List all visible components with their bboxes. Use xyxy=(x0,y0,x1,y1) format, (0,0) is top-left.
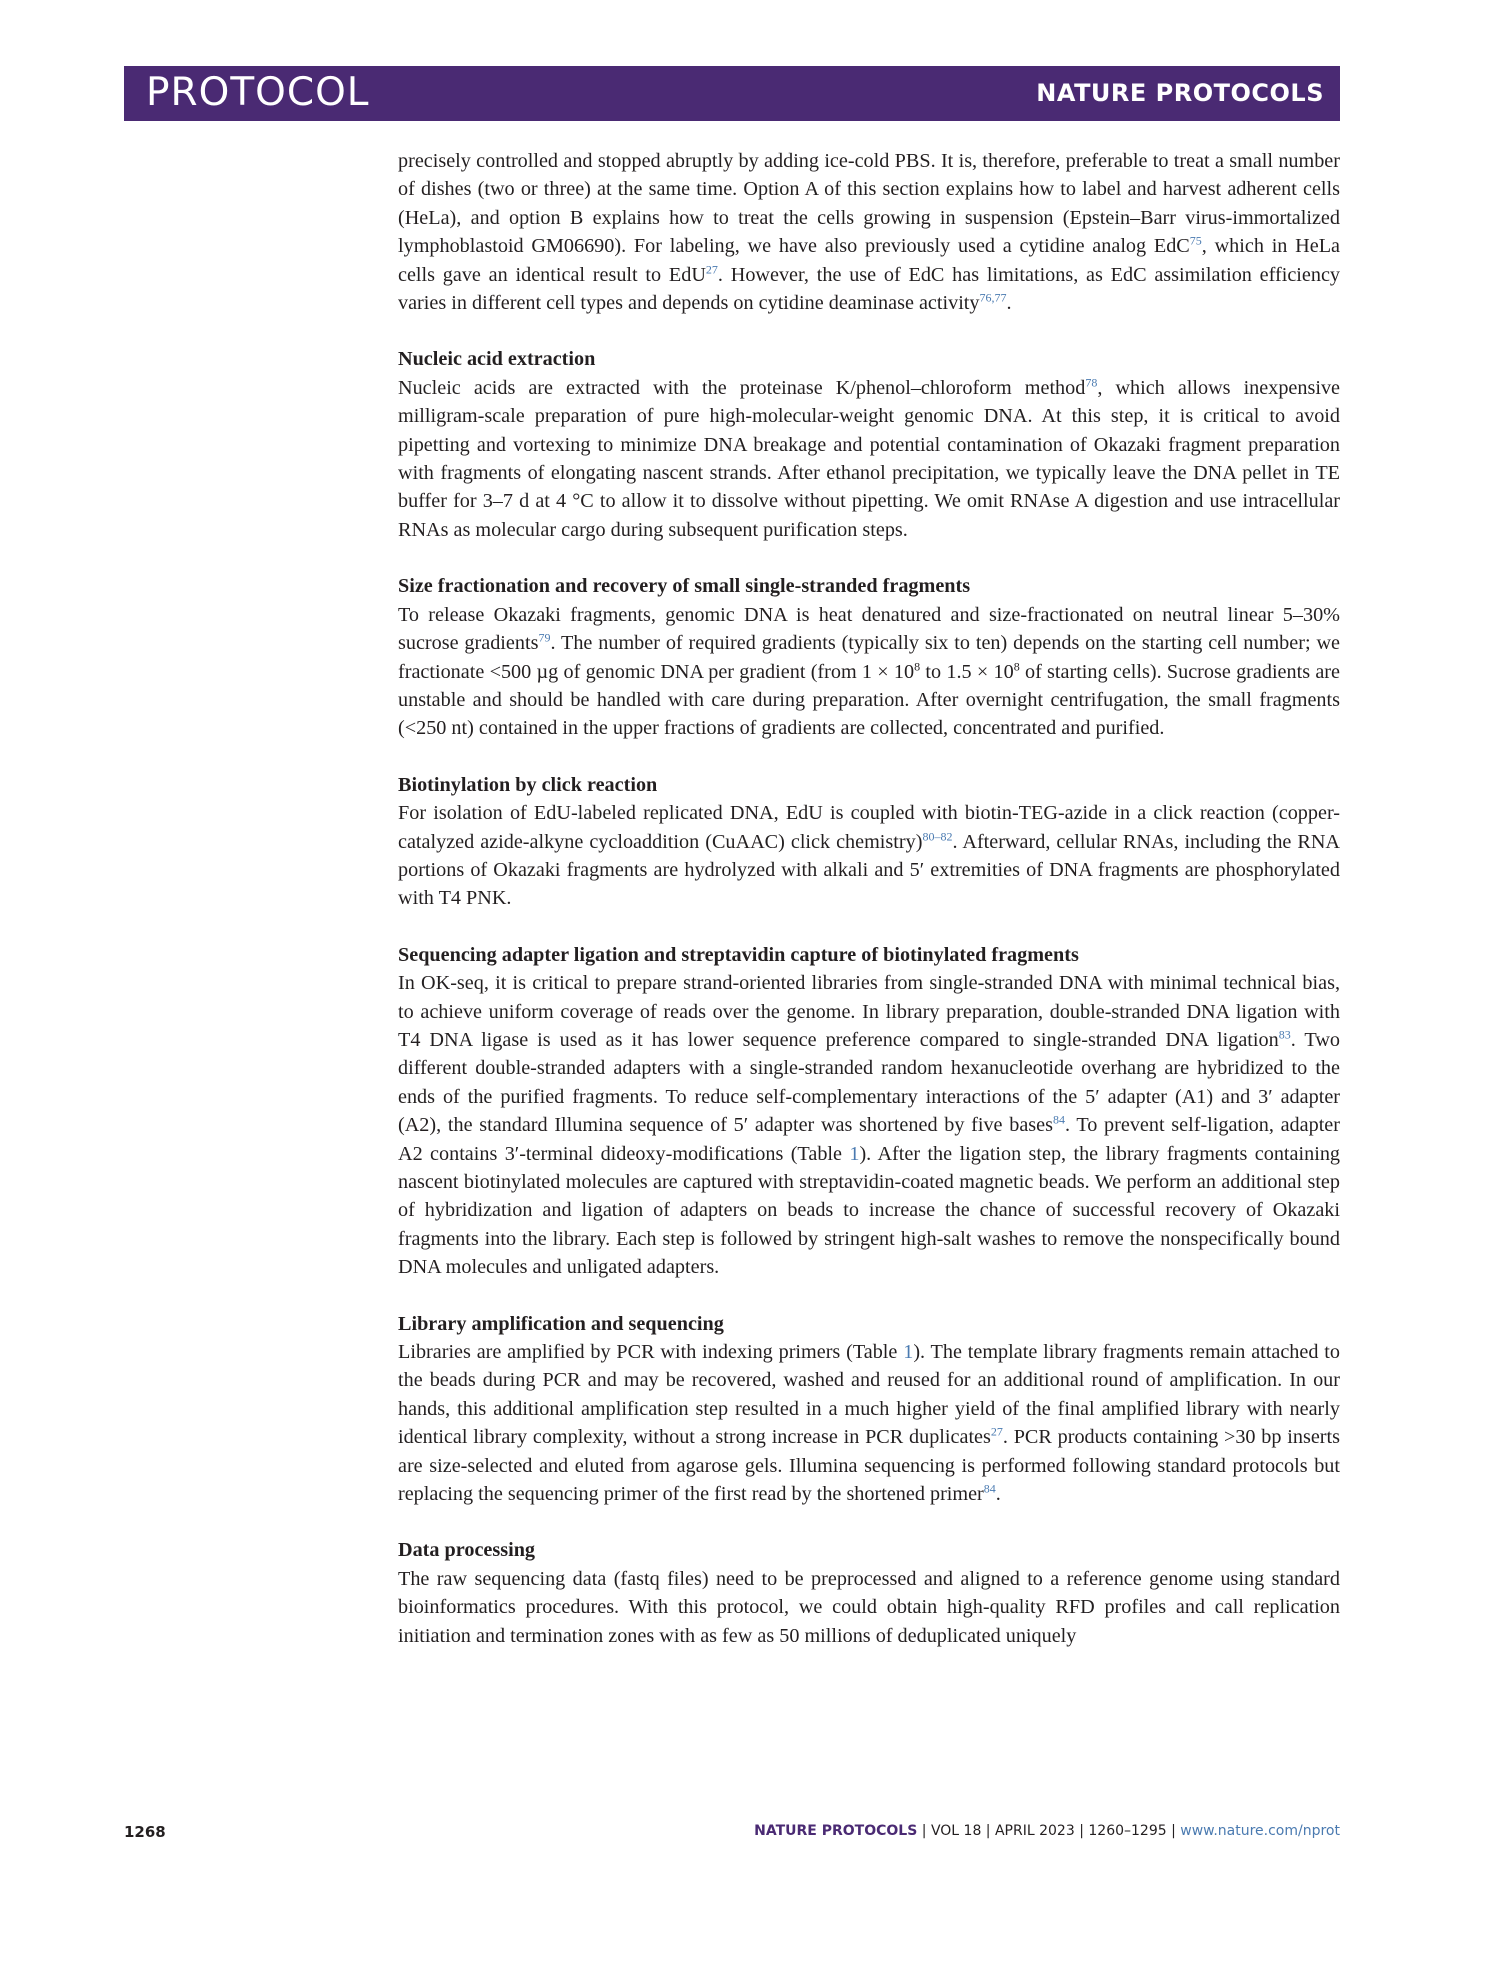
text-run: . To prevent self-ligation, adapter A2 contains 3′-terminal dideoxy-modifications (Table xyxy=(398,1114,1340,1165)
text-run: The raw sequencing data (fastq files) need to be preprocessed and aligned to a reference genome using standard bioinformatics procedures. With this protocol, we could obtain high-quality RFD profiles and call replication initiation and termination zones with as few as 50 millions of deduplicated uniquely xyxy=(398,1567,1340,1647)
section-size-fractionation xyxy=(398,572,1340,742)
article-body xyxy=(398,147,1340,1650)
text-run: . xyxy=(1006,292,1012,315)
section-adapter-ligation xyxy=(398,941,1340,1282)
journal-name: NATURE PROTOCOLS xyxy=(1036,79,1324,107)
footer-separator: | xyxy=(1166,1823,1181,1839)
text-run: ). The template library fragments remain attached to the beads during PCR and may be recovered, washed and reused for an additional round of amplification. In our hands, this additional amplification step resulted in a much higher yield of the final amplified library with nearly identical library complexity, without a strong increase in PCR duplicates xyxy=(398,1341,1340,1449)
section-nucleic-acid-extraction xyxy=(398,345,1340,544)
footer-volume: VOL 18 xyxy=(930,1823,982,1839)
citation-link[interactable]: 80–82 xyxy=(922,828,953,843)
citation-link[interactable]: 84 xyxy=(1052,1112,1065,1127)
footer-date: APRIL 2023 xyxy=(994,1823,1075,1839)
text-run: For isolation of EdU-labeled replicated DNA, EdU is coupled with biotin-TEG-azide in a click reaction (copper-catalyzed azide-alkyne cycloaddition (CuAAC) click chemistry) xyxy=(398,802,1340,853)
citation-link[interactable]: 78 xyxy=(1085,375,1098,390)
text-run: ). After the ligation step, the library fragments containing nascent biotinylated molecules are captured with streptavidin-coated magnetic beads. We perform an additional step of hybridization and ligation of adapters on beads to increase the chance of successful recovery of Okazaki fragments into the library. Each step is followed by stringent high-salt washes to remove the nonspecifically bound DNA molecules and unligated adapters. xyxy=(398,1142,1341,1279)
citation-link[interactable]: 83 xyxy=(1278,1027,1291,1042)
section-paragraph xyxy=(398,1338,1340,1508)
text-run: Nucleic acids are extracted with the proteinase K/phenol–chloroform method xyxy=(398,376,1086,399)
text-run: , which allows inexpensive milligram-scale preparation of pure high-molecular-weight genomic DNA. At this step, it is critical to avoid pipetting and vortexing to minimize DNA breakage and potential contamination of Okazaki fragment preparation with fragments of elongating nascent strands. After ethanol precipitation, we typically leave the DNA pellet in TE buffer for 3–7 d at 4 °C to allow it to dissolve without pipetting. We omit RNAse A digestion and use intracellular RNAs as molecular cargo during subsequent purification steps. xyxy=(398,376,1340,541)
section-heading: Biotinylation by click reaction xyxy=(398,773,658,796)
exponent: 8 xyxy=(914,658,921,673)
section-data-processing xyxy=(398,1536,1340,1650)
footer-pages: 1260–1295 xyxy=(1088,1823,1167,1839)
footer-citation xyxy=(754,1823,1340,1839)
section-heading: Size fractionation and recovery of small single-stranded fragments xyxy=(398,575,971,598)
text-run: . xyxy=(995,1483,1001,1506)
citation-link[interactable]: 27 xyxy=(705,261,718,276)
section-library-amplification xyxy=(398,1310,1340,1509)
section-heading: Nucleic acid extraction xyxy=(398,348,596,371)
section-heading: Sequencing adapter ligation and streptavidin capture of biotinylated fragments xyxy=(398,943,1079,966)
footer-journal: NATURE PROTOCOLS xyxy=(754,1823,918,1839)
exponent: 8 xyxy=(1013,658,1020,673)
text-run: of starting cells). Sucrose gradients are unstable and should be handled with care during preparation. After overnight centrifugation, the small fragments (<250 nt) contained in the upper fractions of gradients are collected, concentrated and purified. xyxy=(398,660,1340,740)
text-run: To release Okazaki fragments, genomic DNA is heat denatured and size-fractionated on neutral linear 5–30% sucrose gradients xyxy=(398,603,1340,655)
section-paragraph xyxy=(398,601,1340,743)
header-bar xyxy=(124,66,1340,121)
footer-separator: | xyxy=(981,1823,995,1839)
page-number: 1268 xyxy=(124,1823,166,1841)
footer-url[interactable]: www.nature.com/nprot xyxy=(1180,1823,1340,1839)
citation-link[interactable]: 79 xyxy=(538,630,551,645)
footer-separator: | xyxy=(917,1823,931,1839)
citation-link[interactable]: 76,77 xyxy=(979,290,1007,305)
text-run: , which in HeLa cells gave an identical result to EdU xyxy=(398,235,1340,286)
text-run: Libraries are amplified by PCR with indexing primers (Table xyxy=(398,1341,904,1364)
text-run: precisely controlled and stopped abruptly by adding ice-cold PBS. It is, therefore, preferable to treat a small number of dishes (two or three) at the same time. Option A of this section explains how to label and harvest adherent cells (HeLa), and option B explains how to treat the cells growing in suspension (Epstein–Barr virus-immortalized lymphoblastoid GM06690). For labeling, we have also previously used a cytidine analog EdC xyxy=(398,150,1340,258)
section-heading: Data processing xyxy=(398,1539,536,1562)
text-run: . Two different double-stranded adapters with a single-stranded random hexanucleotide overhang are hybridized to the ends of the purified fragments. To reduce self-complementary interactions of the 5′ adapter (A1) and 3′ adapter (A2), the standard Illumina sequence of 5′ adapter was shortened by five bases xyxy=(398,1028,1340,1137)
section-paragraph xyxy=(398,374,1340,544)
text-run: . However, the use of EdC has limitations, as EdC assimilation efficiency varies in different cell types and depends on cytidine deaminase activity xyxy=(398,263,1341,315)
text-run: to 1.5 × 10 xyxy=(920,660,1014,683)
text-run: . The number of required gradients (typically six to ten) depends on the starting cell number; we fractionate <500 µg of genomic DNA per gradient (from 1 × 10 xyxy=(398,632,1340,683)
citation-link[interactable]: 84 xyxy=(983,1481,996,1496)
section-heading: Library amplification and sequencing xyxy=(398,1312,724,1335)
section-label: PROTOCOL xyxy=(146,70,370,115)
text-run: In OK-seq, it is critical to prepare strand-oriented libraries from single-stranded DNA with minimal technical bias, to achieve uniform coverage of reads over the genome. In library preparation, double-stranded DNA ligation with T4 DNA ligase is used as it has lower sequence preference compared to single-stranded DNA ligation xyxy=(398,972,1340,1051)
intro-paragraph xyxy=(398,147,1340,317)
citation-link[interactable]: 27 xyxy=(990,1424,1003,1439)
section-paragraph xyxy=(398,1565,1340,1650)
table-link[interactable]: 1 xyxy=(903,1341,914,1364)
text-run: . PCR products containing >30 bp inserts are size-selected and eluted from agarose gels. Illumina sequencing is performed following standard protocols but replacing the sequencing primer of the first read by the shortened primer xyxy=(398,1426,1340,1506)
text-run: . Afterward, cellular RNAs, including the RNA portions of Okazaki fragments are hydrolyzed with alkali and 5′ extremities of DNA fragments are phosphorylated with T4 PNK. xyxy=(398,830,1340,910)
section-paragraph xyxy=(398,799,1340,913)
section-paragraph xyxy=(398,969,1340,1281)
table-link[interactable]: 1 xyxy=(849,1142,860,1165)
section-biotinylation xyxy=(398,771,1340,913)
citation-link[interactable]: 75 xyxy=(1189,233,1202,248)
footer-separator: | xyxy=(1074,1823,1089,1839)
